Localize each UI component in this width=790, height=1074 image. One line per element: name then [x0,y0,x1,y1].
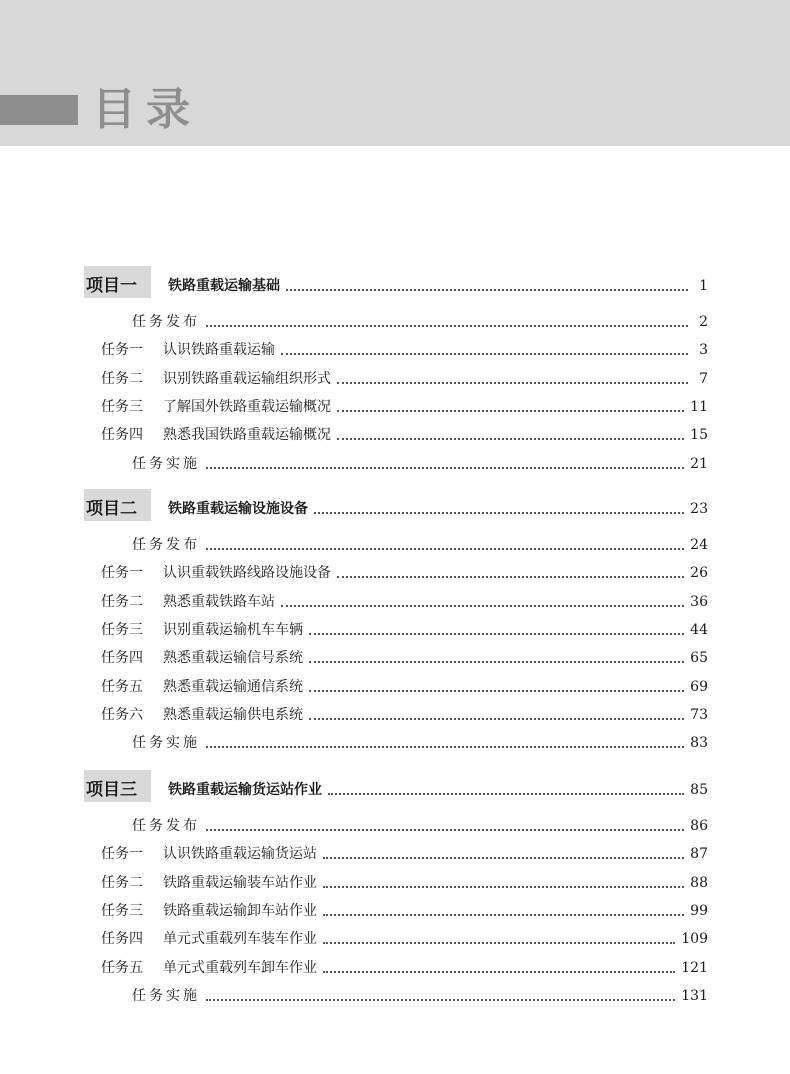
section-label: 任务发布 [132,818,200,834]
leader-dots [309,632,684,635]
task-title: 熟悉重载运输信号系统 [163,650,303,667]
leader-dots [309,660,684,663]
task-title: 识别重载运输机车车辆 [163,621,303,638]
task-title: 认识重载铁路线路设施设备 [163,565,331,582]
page-number: 7 [699,370,708,387]
page-number: 69 [690,678,708,695]
leader-dots [323,856,684,859]
toc-entry-task[interactable] [101,923,708,949]
section-label: 任务实施 [132,455,200,472]
page-number: 2 [699,314,708,330]
page-number: 109 [681,931,708,948]
task-title: 认识铁路重载运输货运站 [163,846,317,863]
section-label: 任务发布 [132,314,200,330]
toc-entry-task[interactable] [101,895,708,921]
leader-dots [206,324,688,327]
project-title: 铁路重载运输基础 [168,278,280,294]
section-label: 任务发布 [132,537,200,553]
task-title: 认识铁路重载运输 [163,342,275,359]
task-number: 任务一 [101,846,143,863]
toc-entry-section[interactable] [132,306,708,332]
toc-entry-task[interactable] [101,557,708,583]
task-number: 任务六 [101,706,143,723]
task-title: 识别铁路重载运输组织形式 [163,370,331,387]
leader-dots [337,409,684,412]
task-number: 任务四 [101,931,143,948]
page-number: 83 [690,735,708,752]
task-number: 任务二 [101,874,143,891]
task-number: 任务三 [101,621,143,638]
page-number: 87 [690,846,708,863]
page-number: 86 [690,818,708,834]
leader-dots [286,288,688,291]
task-title: 熟悉重载运输供电系统 [163,706,303,723]
page-number: 65 [690,650,708,667]
toc-entry-task[interactable] [101,838,708,864]
page-number: 85 [690,782,708,798]
leader-dots [337,575,684,578]
project-number: 项目三 [86,780,137,800]
toc-entry-task[interactable] [101,419,708,445]
task-number: 任务五 [101,959,143,976]
task-number: 任务四 [101,427,143,444]
page-number: 26 [690,565,708,582]
toc-entry-task[interactable] [101,952,708,978]
task-number: 任务三 [101,902,143,919]
task-title: 熟悉重载运输通信系统 [163,678,303,695]
leader-dots [281,604,684,607]
page-number: 11 [690,398,708,415]
leader-dots [328,792,684,795]
task-number: 任务三 [101,398,143,415]
task-number: 任务二 [101,593,143,610]
section-label: 任务实施 [132,987,200,1004]
page-number: 44 [690,621,708,638]
toc-entry-section[interactable] [132,529,708,555]
header-accent-bar [0,95,78,125]
page-number: 23 [690,501,708,517]
project-number: 项目二 [86,499,137,519]
page-title: 目录 [92,84,200,135]
leader-dots [323,941,675,944]
page-number: 99 [690,902,708,919]
page-number: 3 [699,342,708,359]
page-number: 73 [690,706,708,723]
toc-entry-section[interactable] [132,448,708,474]
task-number: 任务一 [101,342,143,359]
task-title: 铁路重载运输卸车站作业 [163,902,317,919]
project-number: 项目一 [86,276,137,296]
task-title: 了解国外铁路重载运输概况 [163,398,331,415]
leader-dots [206,828,684,831]
leader-dots [309,717,684,720]
leader-dots [314,511,684,514]
leader-dots [323,970,675,973]
leader-dots [309,689,684,692]
leader-dots [323,913,684,916]
toc-entry-project[interactable] [86,772,708,800]
toc-entry-task[interactable] [101,586,708,612]
toc-entry-section[interactable] [132,810,708,836]
toc-entry-task[interactable] [101,334,708,360]
task-number: 任务二 [101,370,143,387]
leader-dots [337,437,684,440]
toc-entry-task[interactable] [101,363,708,389]
task-title: 单元式重载列车卸车作业 [163,959,317,976]
task-number: 任务四 [101,650,143,667]
toc-entry-task[interactable] [101,867,708,893]
task-title: 铁路重载运输装车站作业 [163,874,317,891]
leader-dots [206,466,684,469]
leader-dots [206,745,684,748]
page-number: 36 [690,593,708,610]
section-label: 任务实施 [132,735,200,752]
task-title: 熟悉我国铁路重载运输概况 [163,427,331,444]
toc-entry-project[interactable] [86,268,708,296]
toc-entry-project[interactable] [86,491,708,519]
leader-dots [281,352,688,355]
toc-entry-task[interactable] [101,671,708,697]
page-number: 121 [681,959,708,976]
toc-entry-task[interactable] [101,642,708,668]
task-title: 单元式重载列车装车作业 [163,931,317,948]
toc-entry-section[interactable] [132,980,708,1006]
toc-entry-section[interactable] [132,727,708,753]
page-number: 21 [690,455,708,472]
leader-dots [337,381,688,384]
leader-dots [206,547,684,550]
toc-entry-task[interactable] [101,699,708,725]
leader-dots [206,998,675,1001]
page-number: 131 [681,987,708,1004]
task-title: 熟悉重载铁路车站 [163,593,275,610]
page-number: 88 [690,874,708,891]
task-number: 任务五 [101,678,143,695]
project-title: 铁路重载运输设施设备 [168,501,308,517]
leader-dots [323,885,684,888]
task-number: 任务一 [101,565,143,582]
project-title: 铁路重载运输货运站作业 [168,782,322,798]
toc-entry-task[interactable] [101,614,708,640]
page-number: 1 [699,278,708,294]
page-number: 15 [690,427,708,444]
toc-entry-task[interactable] [101,391,708,417]
page-number: 24 [690,537,708,553]
